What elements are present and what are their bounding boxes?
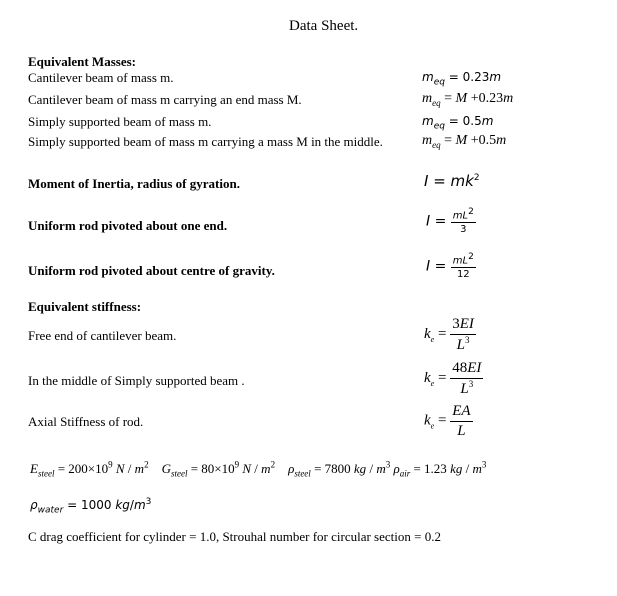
mass-row-label: Cantilever beam of mass m. xyxy=(28,70,174,85)
rod-cg-formula: I = $\frac{mL^2}{12}$ xyxy=(426,252,474,281)
stiffness-row-label: Free end of cantilever beam. xyxy=(28,328,177,343)
footer-note: C drag coefficient for cylinder = 1.0, Strouhal number for circular section = 0.2 xyxy=(28,529,441,544)
rod-cg-label: Uniform rod pivoted about centre of gravity. xyxy=(28,263,275,278)
stiffness-formula: $k_e$ = $\frac{3EI}{L^3}$ xyxy=(424,316,474,353)
inertia-heading: Moment of Inertia, radius of gyration. xyxy=(28,176,240,191)
equivalent-masses-heading: Equivalent Masses: xyxy=(28,54,136,69)
mass-formula: $m_{eq} = 0.5m$ xyxy=(422,114,494,132)
rho-steel: $\rho_{steel} = 7800$ kg / $m^3$ xyxy=(288,460,391,479)
stiffness-formula: $k_e$ = $\frac{48EI}{L^3}$ xyxy=(424,360,482,397)
rho-air: $\rho_{air} = 1.23$ kg / $m^3$ xyxy=(393,460,487,479)
mass-row-label: Simply supported beam of mass m carrying a mass M in the middle. xyxy=(28,134,383,149)
constants-line xyxy=(30,460,486,479)
rod-end-formula: I = $\frac{mL^2}{3}$ xyxy=(426,207,474,236)
stiffness-row-label: In the middle of Simply supported beam . xyxy=(28,373,245,388)
e-steel: $E_{steel} = 200\times 10^9$ N / $m^2$ xyxy=(30,460,149,479)
rho-water: $\rho_{water} = 1000$ $kg/m^3$ xyxy=(30,497,152,516)
mass-row-label: Simply supported beam of mass m. xyxy=(28,114,212,129)
rod-end-label: Uniform rod pivoted about one end. xyxy=(28,218,228,233)
page-title: Data Sheet. xyxy=(289,18,359,34)
mass-formula: $m_{eq} = M +0.5m$ xyxy=(422,133,507,150)
inertia-formula: $I = mk^2$ xyxy=(424,172,480,190)
mass-formula: $m_{eq} = 0.23m$ xyxy=(422,70,502,88)
stiffness-row-label: Axial Stiffness of rod. xyxy=(28,414,144,429)
mass-row-label: Cantilever beam of mass m carrying an end mass M. xyxy=(28,92,302,107)
mass-formula: $m_{eq} = M +0.23m$ xyxy=(422,91,514,108)
g-steel: $G_{steel} = 80\times 10^9$ N / $m^2$ xyxy=(161,460,276,479)
stiffness-formula: $k_e$ = $\frac{EA}{L}$ xyxy=(424,403,471,439)
stiffness-heading: Equivalent stiffness: xyxy=(28,299,142,314)
